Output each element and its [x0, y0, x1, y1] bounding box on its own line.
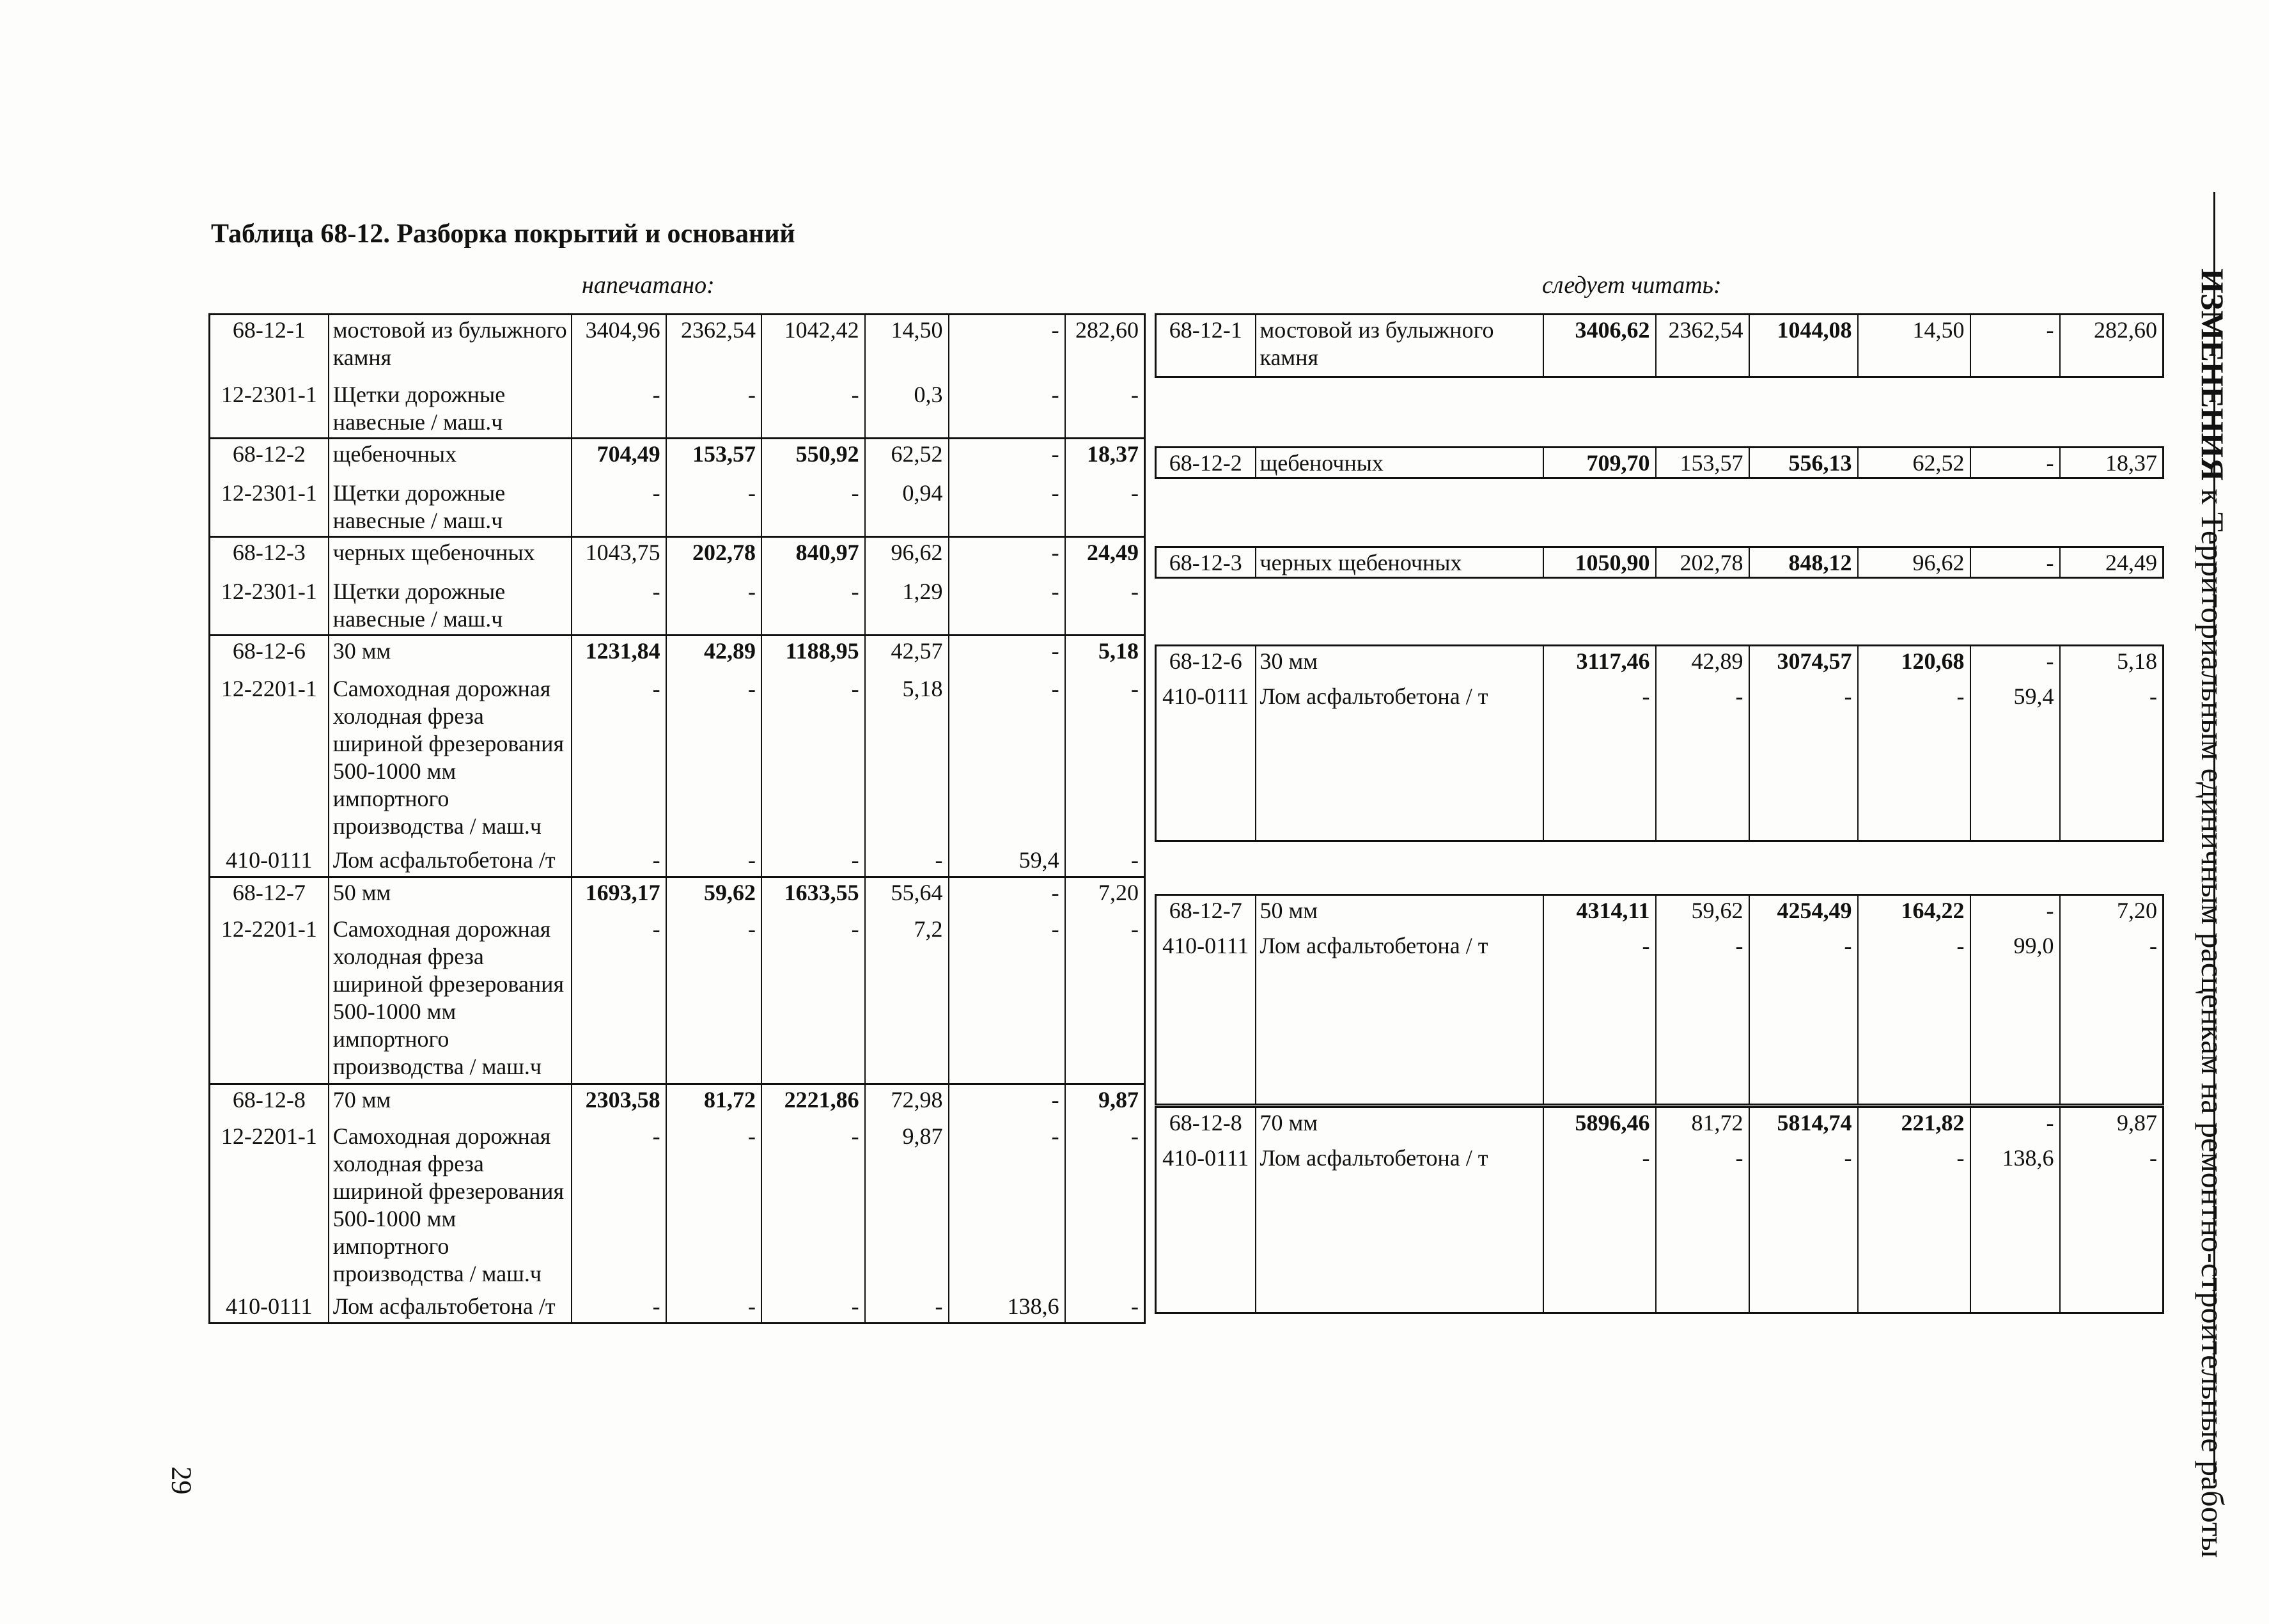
- labor-cost: 202,78: [666, 537, 761, 577]
- machine-cost: 550,92: [761, 439, 865, 478]
- table-row: [1156, 931, 2164, 1105]
- side-header-rest: к Территориальным единичным расценкам на ремонтно-строительные работы: [2195, 480, 2231, 1558]
- total-cost: -: [572, 674, 666, 845]
- labor-hours: -: [2060, 682, 2164, 841]
- labor-hours: -: [2060, 1143, 2164, 1313]
- table-row: [210, 1292, 1145, 1323]
- materials-cost: -: [1970, 315, 2060, 377]
- labor-hours: -: [1065, 577, 1145, 636]
- machinist-wage: 96,62: [865, 537, 949, 577]
- total-cost: -: [1543, 1143, 1656, 1313]
- table-row: [210, 537, 1145, 577]
- labor-hours: 282,60: [1065, 315, 1145, 380]
- machine-cost: 848,12: [1749, 547, 1858, 578]
- corrected-block-68-12-3: [1155, 546, 2164, 579]
- labor-hours: 18,37: [1065, 439, 1145, 478]
- materials-cost: -: [949, 877, 1065, 914]
- total-cost: 3404,96: [572, 315, 666, 380]
- total-cost: 3406,62: [1543, 315, 1656, 377]
- side-header-bold: ИЗМЕНЕНИЯ: [2195, 269, 2231, 481]
- labor-cost: -: [1656, 1143, 1749, 1313]
- machinist-wage: 62,52: [1858, 448, 1970, 478]
- total-cost: 1231,84: [572, 636, 666, 674]
- labor-hours: 282,60: [2060, 315, 2164, 377]
- rate-code: 68-12-6: [1156, 646, 1256, 682]
- table-row: [1156, 1107, 2164, 1143]
- rate-code: 12-2201-1: [210, 1121, 329, 1292]
- table-row: [210, 380, 1145, 439]
- total-cost: -: [1543, 682, 1656, 841]
- labor-cost: 42,89: [666, 636, 761, 674]
- labor-cost: -: [666, 478, 761, 537]
- materials-cost: -: [1970, 448, 2060, 478]
- rate-code: 68-12-1: [1156, 315, 1256, 377]
- total-cost: -: [572, 1121, 666, 1292]
- machine-cost: -: [761, 914, 865, 1084]
- total-cost: 2303,58: [572, 1084, 666, 1121]
- labor-hours: 18,37: [2060, 448, 2164, 478]
- labor-hours: 24,49: [1065, 537, 1145, 577]
- rate-code: 68-12-7: [1156, 895, 1256, 931]
- machine-cost: 1042,42: [761, 315, 865, 380]
- total-cost: 1693,17: [572, 877, 666, 914]
- machine-cost: 840,97: [761, 537, 865, 577]
- work-name: 70 мм: [1256, 1107, 1543, 1143]
- work-name: Самоходная дорожная холодная фреза шириной фрезерования 500-1000 мм импортного производства / маш.ч: [329, 914, 572, 1084]
- materials-cost: -: [1970, 895, 2060, 931]
- table-row: [210, 439, 1145, 478]
- corrected-block-68-12-7: [1155, 894, 2164, 1105]
- materials-cost: -: [949, 674, 1065, 845]
- machine-cost: -: [761, 674, 865, 845]
- table-row: [210, 1084, 1145, 1121]
- work-name: щебеночных: [1256, 448, 1543, 478]
- labor-hours: 5,18: [2060, 646, 2164, 682]
- labor-cost: -: [666, 1292, 761, 1323]
- work-name: мостовой из булыжного камня: [1256, 315, 1543, 377]
- labor-hours: -: [1065, 1121, 1145, 1292]
- machinist-wage: 221,82: [1858, 1107, 1970, 1143]
- machinist-wage: -: [1858, 931, 1970, 1105]
- materials-cost: -: [949, 636, 1065, 674]
- total-cost: 709,70: [1543, 448, 1656, 478]
- labor-cost: -: [1656, 682, 1749, 841]
- work-name: Лом асфальтобетона / т: [1256, 931, 1543, 1105]
- labor-cost: 81,72: [666, 1084, 761, 1121]
- table-row: [1156, 646, 2164, 682]
- materials-cost: -: [949, 439, 1065, 478]
- work-name: Лом асфальтобетона / т: [1256, 1143, 1543, 1313]
- rate-code: 68-12-3: [210, 537, 329, 577]
- total-cost: 704,49: [572, 439, 666, 478]
- table-row: [210, 478, 1145, 537]
- labor-cost: -: [666, 1121, 761, 1292]
- machinist-wage: -: [865, 845, 949, 877]
- rate-code: 410-0111: [1156, 931, 1256, 1105]
- labor-cost: 81,72: [1656, 1107, 1749, 1143]
- materials-cost: 59,4: [1970, 682, 2060, 841]
- rate-code: 68-12-1: [210, 315, 329, 380]
- table-row: [210, 577, 1145, 636]
- labor-cost: 2362,54: [1656, 315, 1749, 377]
- printed-table: [208, 313, 1146, 1324]
- corrected-block-68-12-8: [1155, 1106, 2164, 1314]
- materials-cost: -: [949, 577, 1065, 636]
- rate-code: 12-2201-1: [210, 674, 329, 845]
- work-name: Щетки дорожные навесные / маш.ч: [329, 577, 572, 636]
- machinist-wage: 14,50: [1858, 315, 1970, 377]
- machinist-wage: 14,50: [865, 315, 949, 380]
- total-cost: -: [572, 380, 666, 439]
- labor-hours: 9,87: [1065, 1084, 1145, 1121]
- table-row: [210, 315, 1145, 380]
- rate-code: 12-2301-1: [210, 380, 329, 439]
- rate-code: 12-2301-1: [210, 577, 329, 636]
- work-name: 30 мм: [1256, 646, 1543, 682]
- machine-cost: 1633,55: [761, 877, 865, 914]
- machine-cost: -: [761, 845, 865, 877]
- labor-hours: -: [1065, 380, 1145, 439]
- machine-cost: 5814,74: [1749, 1107, 1858, 1143]
- rate-code: 410-0111: [1156, 1143, 1256, 1313]
- total-cost: 1043,75: [572, 537, 666, 577]
- materials-cost: -: [949, 1084, 1065, 1121]
- machinist-wage: -: [865, 1292, 949, 1323]
- labor-cost: -: [666, 577, 761, 636]
- materials-cost: -: [949, 914, 1065, 1084]
- table-row: [210, 636, 1145, 674]
- machinist-wage: 0,94: [865, 478, 949, 537]
- rate-code: 410-0111: [210, 845, 329, 877]
- labor-hours: -: [1065, 914, 1145, 1084]
- labor-cost: 153,57: [666, 439, 761, 478]
- machinist-wage: 1,29: [865, 577, 949, 636]
- materials-cost: -: [949, 1121, 1065, 1292]
- work-name: черных щебеночных: [329, 537, 572, 577]
- table-row: [1156, 315, 2164, 377]
- labor-cost: 59,62: [666, 877, 761, 914]
- labor-cost: -: [666, 380, 761, 439]
- materials-cost: -: [949, 315, 1065, 380]
- total-cost: -: [572, 845, 666, 877]
- work-name: Лом асфальтобетона /т: [329, 845, 572, 877]
- machine-cost: 1188,95: [761, 636, 865, 674]
- machine-cost: -: [1749, 1143, 1858, 1313]
- machinist-wage: 120,68: [1858, 646, 1970, 682]
- machine-cost: 1044,08: [1749, 315, 1858, 377]
- labor-hours: -: [1065, 1292, 1145, 1323]
- machinist-wage: 5,18: [865, 674, 949, 845]
- rate-code: 68-12-6: [210, 636, 329, 674]
- machinist-wage: 62,52: [865, 439, 949, 478]
- labor-cost: 59,62: [1656, 895, 1749, 931]
- total-cost: -: [572, 1292, 666, 1323]
- table-row: [1156, 682, 2164, 841]
- rate-code: 12-2301-1: [210, 478, 329, 537]
- side-header: [2193, 269, 2231, 1558]
- materials-cost: -: [949, 537, 1065, 577]
- work-name: 70 мм: [329, 1084, 572, 1121]
- table-row: [1156, 1143, 2164, 1313]
- labor-cost: 2362,54: [666, 315, 761, 380]
- table-row: [210, 1121, 1145, 1292]
- machine-cost: 3074,57: [1749, 646, 1858, 682]
- table-title: Таблица 68-12. Разборка покрытий и оснований: [211, 219, 795, 249]
- rate-code: 68-12-7: [210, 877, 329, 914]
- work-name: Щетки дорожные навесные / маш.ч: [329, 380, 572, 439]
- table-row: [210, 674, 1145, 845]
- total-cost: 5896,46: [1543, 1107, 1656, 1143]
- printed-caption: напечатано:: [582, 272, 715, 299]
- labor-hours: -: [2060, 931, 2164, 1105]
- work-name: Лом асфальтобетона /т: [329, 1292, 572, 1323]
- rate-code: 68-12-2: [210, 439, 329, 478]
- labor-cost: -: [666, 845, 761, 877]
- total-cost: 1050,90: [1543, 547, 1656, 578]
- materials-cost: 59,4: [949, 845, 1065, 877]
- labor-hours: 24,49: [2060, 547, 2164, 578]
- work-name: Лом асфальтобетона / т: [1256, 682, 1543, 841]
- materials-cost: -: [1970, 646, 2060, 682]
- labor-cost: 153,57: [1656, 448, 1749, 478]
- materials-cost: 138,6: [949, 1292, 1065, 1323]
- rate-code: 410-0111: [210, 1292, 329, 1323]
- page-number: 29: [166, 1466, 198, 1495]
- machine-cost: -: [761, 478, 865, 537]
- work-name: 50 мм: [329, 877, 572, 914]
- machinist-wage: 42,57: [865, 636, 949, 674]
- work-name: Щетки дорожные навесные / маш.ч: [329, 478, 572, 537]
- machinist-wage: 96,62: [1858, 547, 1970, 578]
- labor-hours: -: [1065, 478, 1145, 537]
- work-name: мостовой из булыжного камня: [329, 315, 572, 380]
- total-cost: -: [1543, 931, 1656, 1105]
- machine-cost: 556,13: [1749, 448, 1858, 478]
- total-cost: 3117,46: [1543, 646, 1656, 682]
- labor-cost: 42,89: [1656, 646, 1749, 682]
- labor-cost: 202,78: [1656, 547, 1749, 578]
- materials-cost: 99,0: [1970, 931, 2060, 1105]
- materials-cost: -: [1970, 1107, 2060, 1143]
- labor-hours: 7,20: [2060, 895, 2164, 931]
- rate-code: 68-12-8: [1156, 1107, 1256, 1143]
- labor-hours: -: [1065, 674, 1145, 845]
- machinist-wage: -: [1858, 682, 1970, 841]
- work-name: черных щебеночных: [1256, 547, 1543, 578]
- work-name: Самоходная дорожная холодная фреза шириной фрезерования 500-1000 мм импортного производства / маш.ч: [329, 674, 572, 845]
- labor-cost: -: [1656, 931, 1749, 1105]
- materials-cost: -: [949, 478, 1065, 537]
- labor-hours: 7,20: [1065, 877, 1145, 914]
- machinist-wage: -: [1858, 1143, 1970, 1313]
- labor-hours: 9,87: [2060, 1107, 2164, 1143]
- rate-code: 68-12-8: [210, 1084, 329, 1121]
- machine-cost: -: [761, 1292, 865, 1323]
- machine-cost: -: [761, 1121, 865, 1292]
- machinist-wage: 55,64: [865, 877, 949, 914]
- machine-cost: -: [761, 380, 865, 439]
- machinist-wage: 9,87: [865, 1121, 949, 1292]
- machine-cost: -: [1749, 931, 1858, 1105]
- table-row: [210, 914, 1145, 1084]
- total-cost: -: [572, 577, 666, 636]
- corrected-block-68-12-1: [1155, 313, 2164, 378]
- machinist-wage: 164,22: [1858, 895, 1970, 931]
- materials-cost: 138,6: [1970, 1143, 2060, 1313]
- machine-cost: 2221,86: [761, 1084, 865, 1121]
- total-cost: -: [572, 478, 666, 537]
- labor-cost: -: [666, 914, 761, 1084]
- rate-code: 410-0111: [1156, 682, 1256, 841]
- total-cost: 4314,11: [1543, 895, 1656, 931]
- materials-cost: -: [1970, 547, 2060, 578]
- labor-hours: 5,18: [1065, 636, 1145, 674]
- work-name: Самоходная дорожная холодная фреза шириной фрезерования 500-1000 мм импортного производства / маш.ч: [329, 1121, 572, 1292]
- table-row: [1156, 448, 2164, 478]
- table-row: [1156, 895, 2164, 931]
- labor-hours: -: [1065, 845, 1145, 877]
- labor-cost: -: [666, 674, 761, 845]
- corrected-block-68-12-6: [1155, 644, 2164, 842]
- corrected-caption: следует читать:: [1542, 272, 1722, 299]
- corrected-block-68-12-2: [1155, 446, 2164, 479]
- machinist-wage: 7,2: [865, 914, 949, 1084]
- machine-cost: -: [1749, 682, 1858, 841]
- work-name: щебеночных: [329, 439, 572, 478]
- table-row: [1156, 547, 2164, 578]
- machinist-wage: 72,98: [865, 1084, 949, 1121]
- table-row: [210, 845, 1145, 877]
- table-row: [210, 877, 1145, 914]
- work-name: 30 мм: [329, 636, 572, 674]
- total-cost: -: [572, 914, 666, 1084]
- materials-cost: -: [949, 380, 1065, 439]
- machinist-wage: 0,3: [865, 380, 949, 439]
- machine-cost: -: [761, 577, 865, 636]
- work-name: 50 мм: [1256, 895, 1543, 931]
- rate-code: 12-2201-1: [210, 914, 329, 1084]
- rate-code: 68-12-3: [1156, 547, 1256, 578]
- rate-code: 68-12-2: [1156, 448, 1256, 478]
- machine-cost: 4254,49: [1749, 895, 1858, 931]
